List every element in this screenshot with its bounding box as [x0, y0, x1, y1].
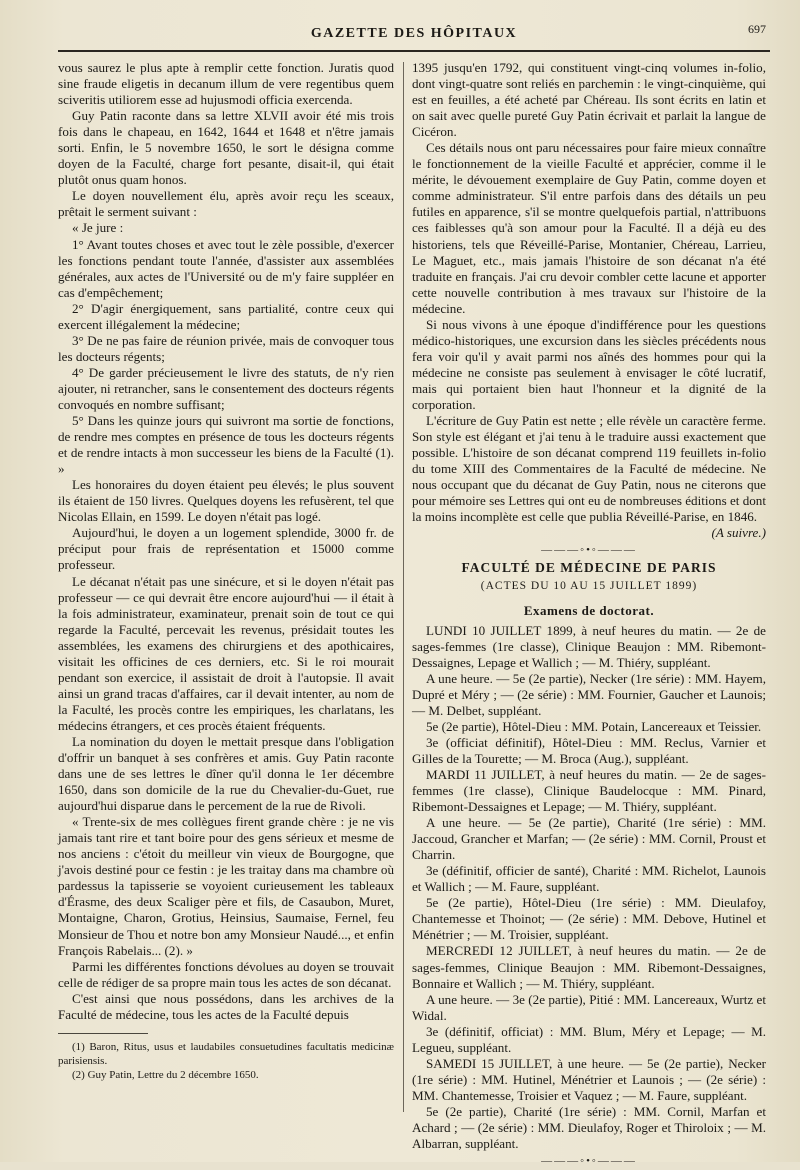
oath-item: 2° D'agir énergiquement, sans partialité, contre ceux qui exercent illégalement la médecine;: [58, 300, 394, 332]
paragraph: Le décanat n'était pas une sinécure, et si le doyen n'était pas professeur — ce qui devrait être encore aujourd'hui — il était à la fois administrateur, examinateur, prenait soin de tout ce qui regarde la Faculté, percevait les revenus, présidait toutes les assemblées, les examens des chirurgiens et des apothicaires, visitait les officines de ces derniers, etc. Si le roi mourait pendant son exercice, il assistait de droit à l'autopsie. Il avait ainsi un grand tracas d'affaires, car il devait intenter, au nom de la Faculté, les procès contre les empiriques, les charlatans, les médecins étrangers, et ces procès étaient fréquents.: [58, 573, 394, 733]
section-title: FACULTÉ DE MÉDECINE DE PARIS: [461, 560, 717, 576]
exam-entry: 3e (définitif, officier de santé), Charité : MM. Richelot, Launois et Wallich ; — M. Faure, suppléant.: [412, 863, 766, 895]
paragraph: vous saurez le plus apte à remplir cette fonction. Juratis quod sine fraude eligetis in decanum illum de vere regentibus quem sciveritis utiliorem esse ad hujusmodi officia exercenda.: [58, 60, 394, 108]
exam-entry: LUNDI 10 JUILLET 1899, à neuf heures du matin. — 2e de sages-femmes (1re classe), Clinique Beaujon : MM. Ribemont-Dessaignes, Lepage et Wallich ; — M. Thiéry, suppléant.: [412, 622, 766, 670]
quotation: « Trente-six de mes collègues firent grande chère : je ne vis jamais tant rire et tant boire pour des gens sérieux et mesme de nos anciens : c'étoit du meilleur vin vieux de Bourgogne, que j'avois destiné pour ce festin : je les traitay dans ma chambre où pardessus la tapisserie se voyoient curieusement les tableaux d'Érasme, des deux Scaliger père et fils, de Casaubon, Muret, Montaigne, Charon, Grotius, Heinsius, Saumaise, Fernel, feu Monsieur de Thou et notre bon amy Monsieur Naudé..., et enfin François Rabelais... (2). »: [58, 814, 394, 958]
to-be-continued: (A suivre.): [711, 525, 766, 541]
paragraph: Parmi les différentes fonctions dévolues au doyen se trouvait celle de rédiger de sa propre main tous les actes de son décanat.: [58, 958, 394, 990]
exam-entry: A une heure. — 3e (2e partie), Pitié : MM. Lancereaux, Wurtz et Widal.: [412, 991, 766, 1023]
exam-entry: 5e (2e partie), Hôtel-Dieu (1re série) : MM. Dieulafoy, Chantemesse et Thoinot; — (2e série) : MM. Debove, Hutinel et Ménétrier ; — M. Troisier, suppléant.: [412, 895, 766, 943]
exam-entry: SAMEDI 15 JUILLET, à une heure. — 5e (2e partie), Necker (1re série) : MM. Hutinel, Ménétrier et Launois ; — (2e série) : MM. Chantemesse, Troisier et Vaquez ; — M. Faure, suppléant.: [412, 1055, 766, 1103]
left-column: [58, 60, 394, 1082]
footnote: (2) Guy Patin, Lettre du 2 décembre 1650.: [72, 1068, 259, 1081]
paragraph: Guy Patin raconte dans sa lettre XLVII avoir été mis trois fois dans le chapeau, en 1642, 1644 et 1648 et n'être jamais sorti. Enfin, le 5 novembre 1650, le sort le désigna comme doyen de la Faculté, charge fort pesante, disait-il, qui était plutôt onus quam honos.: [58, 108, 394, 188]
column-divider: [403, 62, 404, 1112]
oath-item: 1° Avant toutes choses et avec tout le zèle possible, d'exercer les fonctions pendant toute l'année, d'assister aux assemblées générales, aux actes de l'Université ou de m'y faire suppléer en cas d'empêchement;: [58, 236, 394, 300]
footnote: (1) Baron, Ritus, usus et laudabiles consuetudines facultatis medicinæ parisiensis.: [58, 1040, 394, 1067]
oath-intro: « Je jure :: [72, 220, 124, 236]
paragraph: C'est ainsi que nous possédons, dans les archives de la Faculté de médecine, tous les actes de la Faculté depuis: [58, 990, 394, 1022]
exam-entry: 3e (officiat définitif), Hôtel-Dieu : MM. Reclus, Varnier et Gilles de la Tourette; — M. Broca (Aug.), suppléant.: [412, 734, 766, 766]
oath-item: 5° Dans les quinze jours qui suivront ma sortie de fonctions, de rendre mes comptes en présence de tous les docteurs régents et de rendre intacts à mon successeur les biens de la Faculté (1). »: [58, 413, 394, 477]
journal-title: GAZETTE DES HÔPITAUX: [310, 26, 518, 41]
page-number: 697: [748, 22, 766, 36]
oath-item: 4° De garder précieusement le livre des statuts, de n'y rien ajouter, ni retrancher, sans le consentement des docteurs régents convoqués en nombre suffisant;: [58, 364, 394, 412]
exam-entry: 3e (définitif, officiat) : MM. Blum, Méry et Lepage; — M. Legueu, suppléant.: [412, 1023, 766, 1055]
exam-entry: A une heure. — 5e (2e partie), Necker (1re série) : MM. Hayem, Dupré et Méry ; — (2e série) : MM. Fournier, Gaucher et Launois; — M. Delbet, suppléant.: [412, 670, 766, 718]
paragraph: L'écriture de Guy Patin est nette ; elle révèle un caractère ferme. Son style est élégant et j'ai tenu à le traduire aussi exactement que possible. L'histoire de son décanat comprend 119 feuillets in-folio du tome XIII des Commentaires de la Faculté de médecine. Ne nous occupant que du décanat de Guy Patin, nous ne citerons que pour mémoire ses Lettres qui ont eu de nombreuses éditions et dont la moins incomplète est celle que publia Réveillé-Parise, en 1846.: [412, 413, 766, 525]
exam-entry: MERCREDI 12 JUILLET, à neuf heures du matin. — 2e de sages-femmes, Clinique Beaujon : MM. Ribemont-Dessaignes, Bonnaire et Wallich ; — M. Thiéry, suppléant.: [412, 943, 766, 991]
separator-ornament: ———◦•◦———: [541, 544, 637, 557]
exam-entry: 5e (2e partie), Charité (1re série) : MM. Cornil, Marfan et Achard ; — (2e série) : MM. Dieulafoy, Roger et Thiroloix ; — M. Albarran, suppléant.: [412, 1103, 766, 1152]
oath-item: 3° De ne pas faire de réunion privée, mais de convoquer tous les docteurs régents;: [58, 332, 394, 364]
exam-entry: A une heure. — 5e (2e partie), Charité (1re série) : MM. Jaccoud, Grancher et Marfan; — (2e série) : MM. Cornil, Proust et Charrin.: [412, 815, 766, 863]
paragraph: Si nous vivons à une époque d'indifférence pour les questions médico-historiques, une excursion dans les siècles précédents nous fera voir qu'il y avait parmi nos aînés des hommes pour qui la médecine ne consiste pas seulement à envisager le côté lucratif, mais qui portaient bien haut l'honneur et la dignité de la corporation.: [412, 316, 766, 412]
section-subtitle: (ACTES DU 10 AU 15 JUILLET 1899): [480, 580, 698, 593]
page-header: [58, 18, 770, 52]
exam-entry: MARDI 11 JUILLET, à neuf heures du matin. — 2e de sages-femmes (1re classe), Clinique Baudelocque : MM. Pinard, Ribemont-Dessaignes et Lepage; — M. Thiéry, suppléant.: [412, 766, 766, 815]
footnote-rule: [58, 1033, 148, 1034]
right-column: [412, 60, 766, 1170]
exam-entry: 5e (2e partie), Hôtel-Dieu : MM. Potain, Lancereaux et Teissier.: [426, 718, 762, 734]
exam-heading: Examens de doctorat.: [523, 602, 655, 618]
paragraph: La nomination du doyen le mettait presque dans l'obligation d'offrir un banquet à ses confrères et amis. Guy Patin raconte dans une de ses lettres le dîner qu'il donna le 1er décembre 1650, dans son domicile de la rue du Chevalier-du-Guet, rue aujourd'hui disparue dans le percement de la rue de Rivoli.: [58, 733, 394, 814]
end-separator-ornament: ———◦•◦———: [541, 1155, 637, 1168]
paragraph: Aujourd'hui, le doyen a un logement splendide, 3000 fr. de préciput pour frais de représentation et 15000 comme professeur.: [58, 525, 394, 573]
paragraph: Le doyen nouvellement élu, après avoir reçu les sceaux, prêtait le serment suivant :: [58, 188, 394, 220]
paragraph: Ces détails nous ont paru nécessaires pour faire mieux connaître le fonctionnement de la vieille Faculté et apprécier, comme il le mérite, le dévouement exemplaire de Guy Patin, comme doyen et comme administrateur. S'il entre parfois dans des détails un peu futiles en apparence, s'il se montre quelquefois partial, n'attribuons ces faiblesses qu'à son amour pour la Faculté. Il a déjà eu des historiens, tels que Réveillé-Parise, Montanier, Chéreau, Larrieu, Le Maguet, etc., mais jamais l'histoire de son décanat n'a été traduite en français. J'ai cru devoir combler cette lacune et apporter cette nouvelle contribution à mes travaux sur l'histoire de la médecine.: [412, 140, 766, 316]
paragraph: Les honoraires du doyen étaient peu élevés; le plus souvent ils étaient de 150 livres. Quelques doyens les refusèrent, tel que Nicolas Ellain, en 1599. Le doyen n'était pas logé.: [58, 477, 394, 525]
paragraph: 1395 jusqu'en 1792, qui constituent vingt-cinq volumes in-folio, dont vingt-quatre sont reliés en parchemin : le vingt-cinquième, qui est en feuilles, a été acheté par Chéreau. Ils sont écrits en latin et on sait avec quelle pureté Guy Patin écrivait et parlait la langue de Cicéron.: [412, 60, 766, 140]
